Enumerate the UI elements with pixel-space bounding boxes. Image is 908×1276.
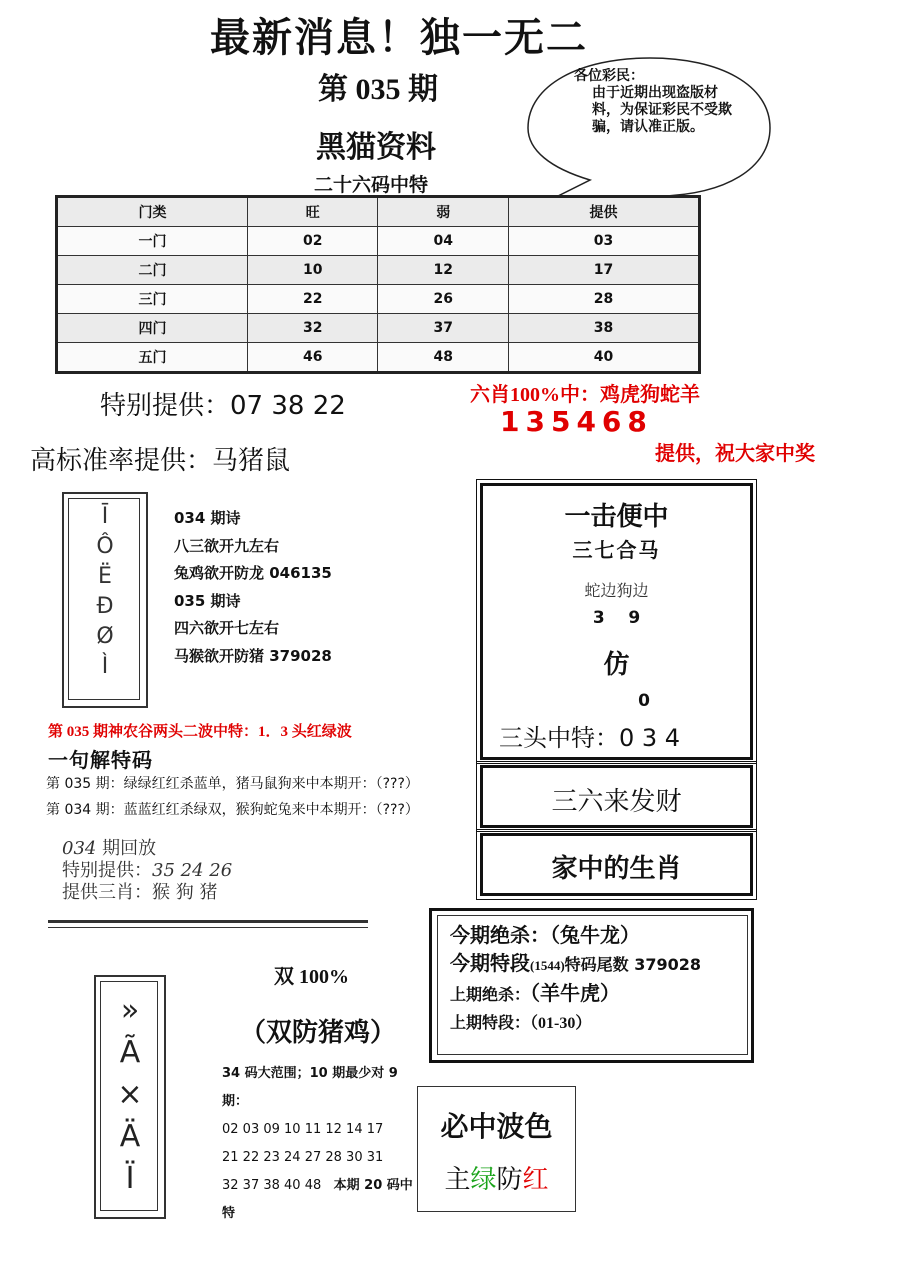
poem-line: 兔鸡欲开防龙 046135 — [174, 564, 332, 582]
table-row — [57, 285, 700, 314]
table-cell: 10 — [248, 256, 378, 285]
bubble-line-1: 各位彩民： — [574, 69, 644, 84]
table-cell: 三门 — [57, 285, 248, 314]
special-provide: 特别提供：07 38 22 — [100, 391, 346, 421]
six-numbers: 135468 — [500, 405, 653, 438]
table-cell: 32 — [248, 314, 378, 343]
range-row-3: 32 37 38 40 48 — [222, 1178, 322, 1193]
wave-line — [418, 1159, 575, 1196]
hit-subtitle: 三七合马 — [572, 540, 661, 562]
issue-number: 第 035 期 — [318, 73, 438, 106]
table-cell: 04 — [378, 227, 508, 256]
kill-line-3-value: （羊牛虎） — [530, 983, 621, 1005]
three-head: 三头中特：0 3 4 — [499, 724, 681, 752]
range-block — [222, 1060, 418, 1228]
glyph: × — [117, 1077, 143, 1112]
table-cell: 一门 — [57, 227, 248, 256]
glyph: Ä — [119, 1119, 141, 1154]
replay-special-label: 特别提供： — [62, 860, 152, 881]
headline: 最新消息！独一无二 — [210, 15, 588, 60]
table-cell: 37 — [378, 314, 508, 343]
glyph: Ï — [125, 1161, 135, 1196]
table-row — [57, 256, 700, 285]
divider — [48, 920, 368, 928]
table-cell: 03 — [508, 227, 699, 256]
poem-line: 四六欲开七左右 — [174, 619, 280, 637]
bubble-text — [574, 68, 734, 152]
document-title: 黑猫资料 — [316, 131, 436, 164]
poem-line: 034 期诗 — [174, 509, 241, 527]
riddle-lines — [46, 771, 419, 823]
hit-zero: 0 — [638, 691, 650, 711]
kill-line-2-label: 今期特段 — [450, 953, 530, 975]
replay-label: 期回放 — [96, 838, 157, 859]
double-100: 双 100% — [274, 966, 349, 988]
wave-green: 绿 — [470, 1165, 497, 1194]
kill-line-2-tail: 特码尾数 379028 — [564, 955, 702, 974]
kill-line-3 — [450, 980, 701, 1010]
glyph: Ø — [96, 624, 114, 649]
table-cell: 46 — [248, 343, 378, 373]
table-cell: 40 — [508, 343, 699, 373]
replay-block — [62, 838, 232, 904]
header-provide: 提供 — [508, 197, 699, 227]
kill-line-4: 上期特段：（01-30） — [450, 1015, 592, 1032]
glyph: Ī — [101, 504, 109, 529]
glyph: Ô — [96, 534, 114, 559]
box-36-text: 三六来发财 — [551, 787, 682, 816]
shennong-banner: 第 035 期神农谷两头二波中特：1．3 头红绿波 — [48, 724, 352, 740]
glyph-column-2 — [112, 990, 148, 1200]
table-cell: 28 — [508, 285, 699, 314]
kill-line-2-code: (1544) — [530, 958, 565, 973]
table-row — [57, 343, 700, 373]
box-36-fortune — [480, 765, 753, 828]
wish-text: 提供，祝大家中奖 — [655, 443, 815, 465]
glyph: Ì — [101, 654, 109, 679]
wave-red: 红 — [522, 1165, 549, 1194]
one-sentence-title: 一句解特码 — [48, 750, 153, 772]
kill-lines — [450, 922, 701, 1038]
table-cell: 17 — [508, 256, 699, 285]
riddle-line: 第 035 期：绿绿红红杀蓝单，猪马鼠狗来中本期开：（???） — [46, 776, 419, 792]
range-row — [222, 1172, 418, 1228]
number-table — [55, 195, 701, 374]
glyph: » — [120, 993, 140, 1028]
table-caption: 二十六码中特 — [314, 175, 429, 196]
riddle-line: 第 034 期：蓝蓝红红杀绿双，猴狗蛇兔来中本期开：（???） — [46, 802, 419, 818]
poem-line: 035 期诗 — [174, 591, 241, 610]
high-standard-provide: 高标准率提供：马猪鼠 — [30, 446, 291, 476]
glyph: Ð — [96, 594, 114, 619]
table-cell: 02 — [248, 227, 378, 256]
hit-imitate: 仿 — [603, 650, 630, 679]
wave-title: 必中波色 — [440, 1112, 553, 1143]
table-row — [57, 314, 700, 343]
poem-line: 马猴欲开防猪 379028 — [174, 646, 332, 665]
range-row: 21 22 23 24 27 28 30 31 — [222, 1150, 384, 1165]
kill-line-3-label: 上期绝杀： — [450, 987, 531, 1004]
table-cell: 38 — [508, 314, 699, 343]
hit-nums: 3 9 — [592, 608, 641, 628]
range-title: 34 码大范围；10 期最少对 9 期： — [222, 1066, 398, 1109]
header-category: 门类 — [57, 197, 248, 227]
table-cell: 22 — [248, 285, 378, 314]
header-weak: 弱 — [378, 197, 508, 227]
wave-guard: 防 — [496, 1165, 523, 1194]
box-home-text: 家中的生肖 — [551, 854, 682, 883]
replay-issue: 034 — [62, 838, 97, 859]
wave-color-box — [417, 1086, 576, 1212]
replay-line-3: 提供三肖：猴 狗 猪 — [62, 882, 218, 903]
header-strong: 旺 — [248, 197, 378, 227]
box-home-zodiac — [480, 833, 753, 896]
hit-title: 一击便中 — [564, 502, 669, 531]
poem-line: 八三欲开九左右 — [174, 536, 280, 555]
kill-line-2 — [450, 950, 701, 980]
table-row — [57, 227, 700, 256]
bubble-line-2: 由于近期出现盗版材料，为保证彩民不受欺骗，请认准正版。 — [592, 86, 732, 135]
wave-main: 主 — [444, 1165, 471, 1194]
table-cell: 26 — [378, 285, 508, 314]
poem-lines — [174, 505, 332, 670]
range-tail: 本期 20 码中特 — [222, 1178, 413, 1221]
replay-line-2 — [62, 860, 232, 882]
replay-special-value: 35 24 26 — [152, 860, 233, 881]
one-hit-box — [480, 483, 753, 760]
glyph: Ã — [119, 1035, 141, 1070]
six-zodiac-banner: 六肖100%中：鸡虎狗蛇羊 — [470, 384, 700, 406]
table-cell: 二门 — [57, 256, 248, 285]
table-cell: 12 — [378, 256, 508, 285]
hit-side: 蛇边狗边 — [584, 583, 649, 600]
replay-line-1 — [62, 838, 232, 860]
table-cell: 五门 — [57, 343, 248, 373]
poem-glyph-column — [90, 502, 120, 682]
table-cell: 四门 — [57, 314, 248, 343]
double-guard: （双防猪鸡） — [240, 1018, 397, 1047]
glyph: Ë — [98, 564, 112, 589]
table-header-row — [57, 197, 700, 227]
kill-line-1: 今期绝杀：（兔牛龙） — [450, 925, 640, 947]
table-cell: 48 — [378, 343, 508, 373]
range-row: 02 03 09 10 11 12 14 17 — [222, 1122, 384, 1137]
